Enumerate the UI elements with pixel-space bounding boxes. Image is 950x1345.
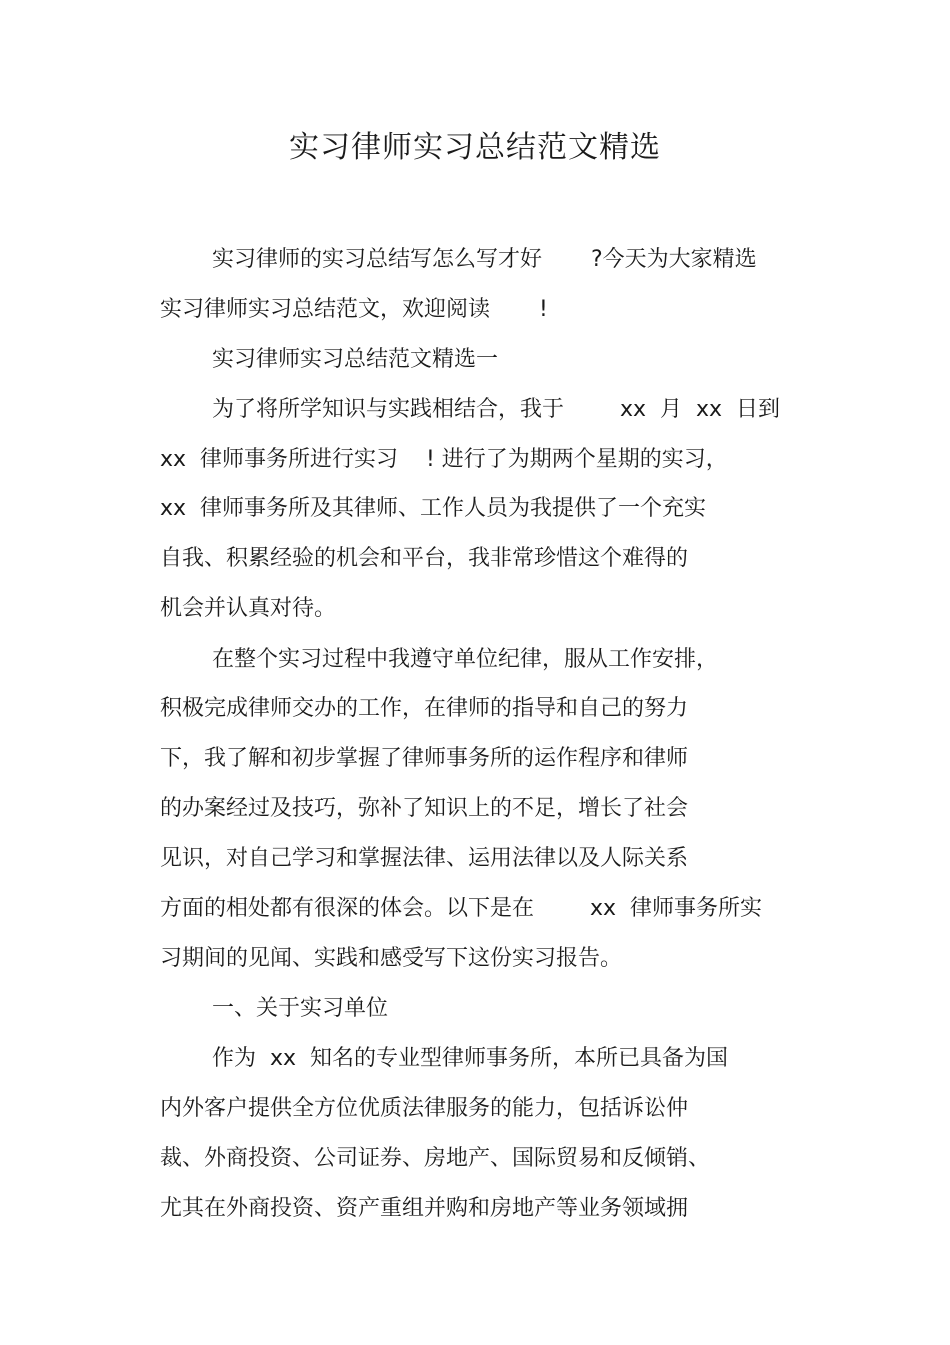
paragraph-line: 习期间的见闻、实践和感受写下这份实习报告。 — [160, 946, 623, 971]
paragraph-line: 裁、外商投资、公司证券、房地产、国际贸易和反倾销、 — [160, 1146, 711, 1171]
paragraph-line: 为了将所学知识与实践相结合，我于 xx 月 xx 日到 — [212, 397, 780, 422]
paragraph-line: 尤其在外商投资、资产重组并购和房地产等业务领域拥 — [160, 1196, 689, 1221]
paragraph-line: 自我、积累经验的机会和平台，我非常珍惜这个难得的 — [160, 546, 689, 571]
paragraph-line: 机会并认真对待。 — [160, 596, 337, 621]
paragraph-line: xx 律师事务所及其律师、工作人员为我提供了一个充实 — [160, 496, 707, 521]
paragraph-line: 见识，对自己学习和掌握法律、运用法律以及人际关系 — [160, 846, 689, 871]
paragraph-line: 在整个实习过程中我遵守单位纪律，服从工作安排， — [212, 647, 719, 672]
paragraph-line: 实习律师实习总结范文，欢迎阅读 ! — [160, 297, 548, 322]
paragraph-line: 方面的相处都有很深的体会。以下是在 xx 律师事务所实 — [160, 896, 762, 921]
document-title: 实习律师实习总结范文精选 — [289, 130, 661, 165]
paragraph-line: 作为 xx 知名的专业型律师事务所，本所已具备为国 — [212, 1046, 729, 1071]
paragraph-line: 的办案经过及技巧，弥补了知识上的不足，增长了社会 — [160, 796, 689, 821]
paragraph-line: xx 律师事务所进行实习 ! 进行了为期两个星期的实习， — [160, 447, 728, 472]
section-heading: 实习律师实习总结范文精选一 — [212, 347, 499, 372]
section-heading: 一、关于实习单位 — [212, 996, 389, 1021]
paragraph-line: 实习律师的实习总结写怎么写才好 ?今天为大家精选 — [212, 247, 757, 272]
paragraph-line: 内外客户提供全方位优质法律服务的能力，包括诉讼仲 — [160, 1096, 689, 1121]
paragraph-line: 下，我了解和初步掌握了律师事务所的运作程序和律师 — [160, 746, 689, 771]
paragraph-line: 积极完成律师交办的工作，在律师的指导和自己的努力 — [160, 696, 689, 721]
